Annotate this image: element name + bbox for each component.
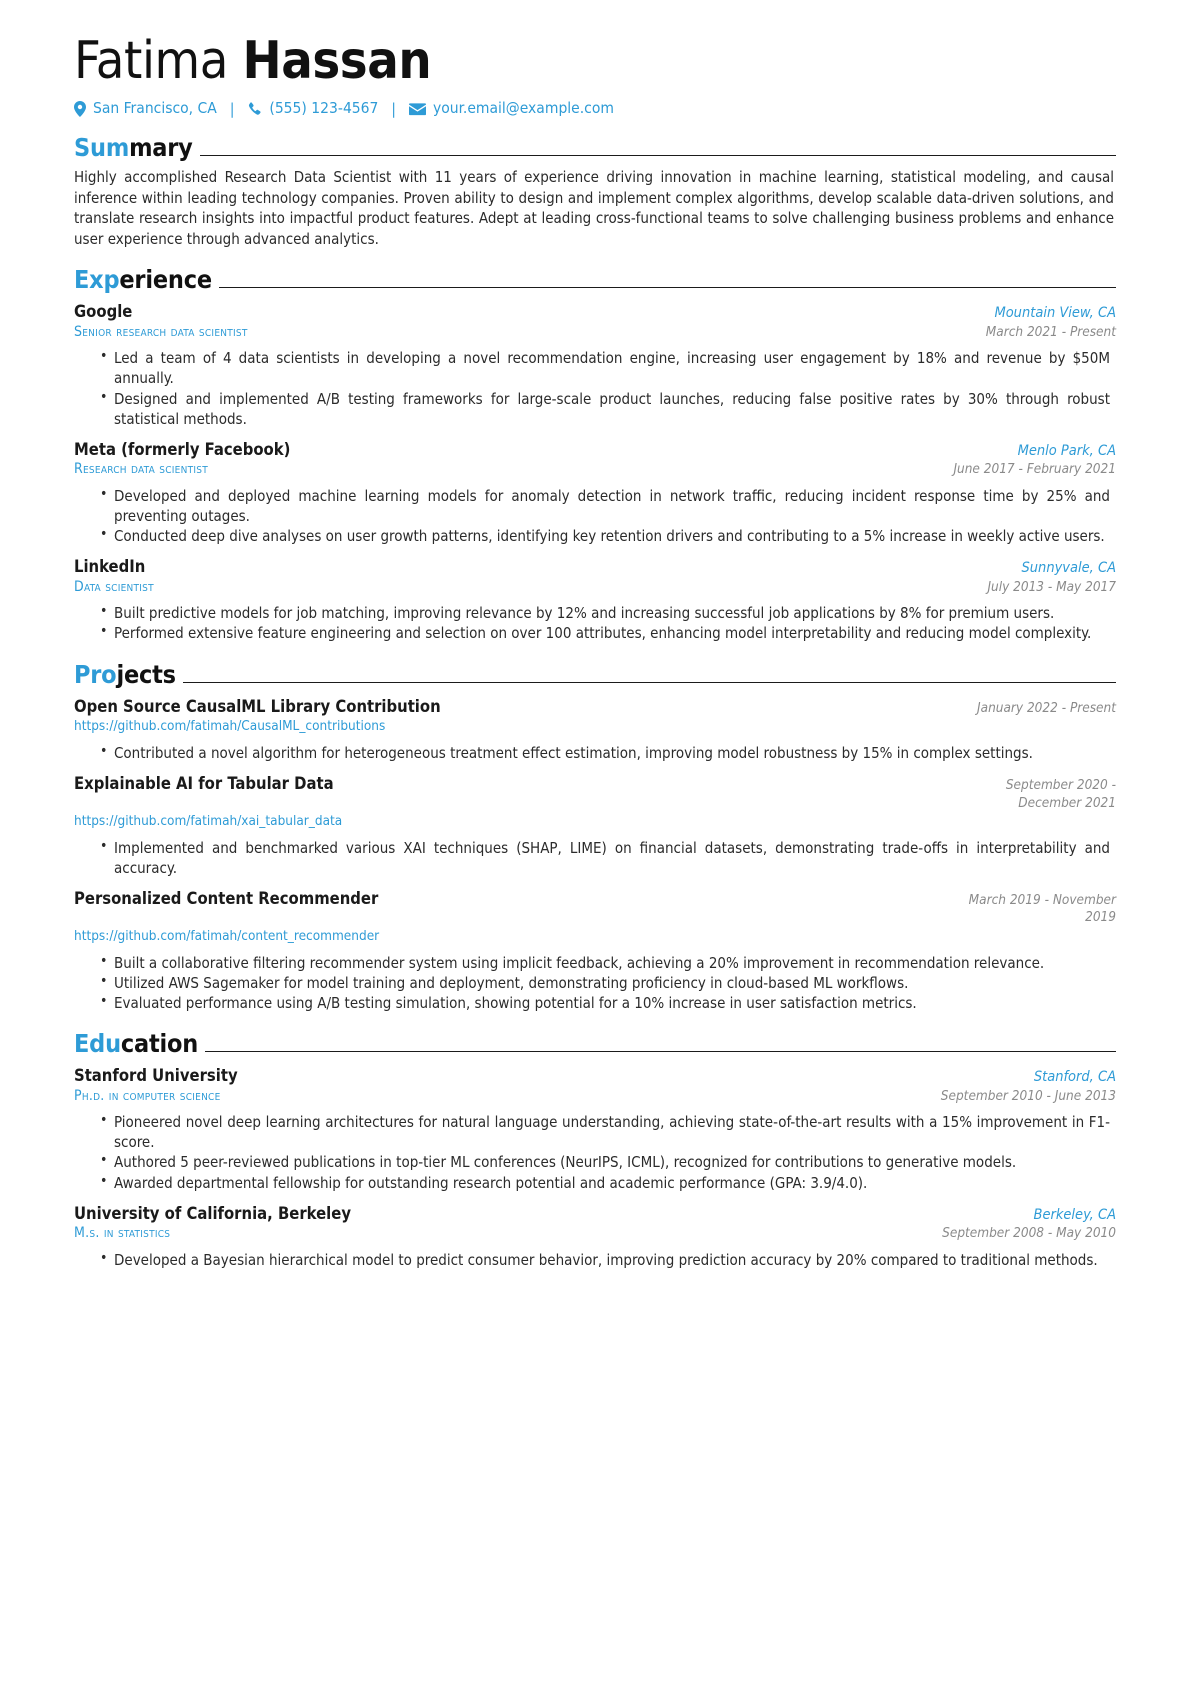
project-date: September 2020 - December 2021 xyxy=(1005,777,1116,811)
entry-header-row xyxy=(74,440,1116,461)
entry-organization: LinkedIn xyxy=(74,557,146,577)
experience-entries xyxy=(74,302,1116,643)
entry-role: Data scientist xyxy=(74,578,154,595)
resume-entry xyxy=(74,302,1116,429)
entry-date: September 2010 - June 2013 xyxy=(940,1087,1116,1104)
resume-entry xyxy=(74,1204,1116,1270)
entry-date: March 2021 - Present xyxy=(985,323,1116,340)
bullet-list xyxy=(74,486,1116,546)
project-header-row xyxy=(74,774,1116,812)
contact-line xyxy=(74,101,1116,117)
project-entry xyxy=(74,774,1116,878)
project-header-row xyxy=(74,697,1116,718)
section-education-title xyxy=(74,1028,199,1058)
entry-location: Mountain View, CA xyxy=(994,305,1116,322)
section-education xyxy=(74,1028,1116,1270)
section-title-rest: cation xyxy=(120,1028,199,1058)
entry-location: Sunnyvale, CA xyxy=(1021,560,1116,577)
section-rule xyxy=(183,682,1116,683)
project-url[interactable]: https://github.com/fatimah/xai_tabular_data xyxy=(74,813,343,830)
section-summary-title xyxy=(74,135,193,161)
entry-role: Research data scientist xyxy=(74,461,208,478)
contact-location-text: San Francisco, CA xyxy=(93,99,217,118)
bullet-item: • Evaluated performance using A/B testing simulation, showing potential for a 10% increase in user satisfaction metrics. xyxy=(100,993,1116,1013)
bullet-item: • Authored 5 peer-reviewed publications in top-tier ML conferences (NeurIPS, ICML), recognized for contributions to generative models. xyxy=(100,1152,1116,1172)
resume-entry xyxy=(74,557,1116,643)
entry-subheader-row xyxy=(74,579,1116,597)
entry-date: September 2008 - May 2010 xyxy=(942,1225,1116,1242)
section-title-accent: Pro xyxy=(74,659,117,689)
section-rule xyxy=(205,1051,1116,1052)
contact-separator-2: | xyxy=(391,99,396,118)
entry-header-row xyxy=(74,557,1116,578)
entry-subheader-row xyxy=(74,1225,1116,1243)
bullet-list xyxy=(74,953,1116,1013)
entry-location: Berkeley, CA xyxy=(1033,1206,1116,1223)
section-experience xyxy=(74,264,1116,644)
bullet-list xyxy=(74,1250,1116,1270)
summary-text: Highly accomplished Research Data Scientist with 11 years of experience driving innovation in machine learning, statistical modeling, and causal inference within leading technology companies. Proven ability to design and implement complex algorithms, develop scalable data-driven solutions, and translate research insights into impactful product features. Adept at leading cross-functional teams to solve challenging business problems and enhance user experience through advanced analytics. xyxy=(74,168,1114,248)
contact-email[interactable] xyxy=(409,101,614,117)
entry-location: Stanford, CA xyxy=(1033,1069,1116,1086)
resume-header xyxy=(74,31,1116,118)
bullet-item: • Developed a Bayesian hierarchical model to predict consumer behavior, improving prediction accuracy by 20% compared to traditional methods. xyxy=(100,1250,1116,1270)
project-date: March 2019 - November 2019 xyxy=(968,891,1116,926)
entry-header-row xyxy=(74,1066,1116,1087)
section-title-rest: jects xyxy=(116,659,176,689)
bullet-item: • Utilized AWS Sagemaker for model training and deployment, demonstrating proficiency in cloud-based ML workflows. xyxy=(100,973,1116,993)
project-entry xyxy=(74,889,1116,1013)
bullet-item: • Contributed a novel algorithm for heterogeneous treatment effect estimation, improving model robustness by 15% in complex settings. xyxy=(100,743,1116,763)
section-experience-title xyxy=(74,264,212,294)
project-url-row xyxy=(74,813,1116,831)
project-title: Explainable AI for Tabular Data xyxy=(74,774,334,794)
project-url[interactable]: https://github.com/fatimah/content_recommender xyxy=(74,927,380,944)
entry-organization: Stanford University xyxy=(74,1066,238,1086)
bullet-item: • Implemented and benchmarked various XAI techniques (SHAP, LIME) on financial datasets, demonstrating trade-offs in interpretability and accuracy. xyxy=(100,838,1116,878)
bullet-item: • Built predictive models for job matching, improving relevance by 12% and increasing successful job applications by 8% for premium users. xyxy=(100,603,1116,623)
project-url[interactable]: https://github.com/fatimah/CausalML_contributions xyxy=(74,718,386,735)
first-name: Fatima xyxy=(74,31,243,91)
bullet-item: • Pioneered novel deep learning architectures for natural language understanding, achieving state-of-the-art results with a 15% improvement in F1-score. xyxy=(100,1112,1116,1152)
entry-organization: University of California, Berkeley xyxy=(74,1203,352,1223)
project-header-row xyxy=(74,889,1116,927)
bullet-item: • Led a team of 4 data scientists in developing a novel recommendation engine, increasing user engagement by 18% and revenue by $50M annually. xyxy=(100,348,1116,388)
entry-role: Senior research data scientist xyxy=(74,323,248,340)
candidate-name xyxy=(74,31,1116,91)
contact-separator-1: | xyxy=(229,99,235,118)
contact-phone-text: (555) 123-4567 xyxy=(269,99,379,118)
section-experience-heading xyxy=(74,264,1116,294)
bullet-item: • Awarded departmental fellowship for outstanding research potential and academic performance (GPA: 3.9/4.0). xyxy=(100,1173,1116,1193)
entry-subheader-row xyxy=(74,324,1116,342)
entry-role: Ph.d. in computer science xyxy=(74,1087,221,1104)
entry-header-row xyxy=(74,302,1116,323)
contact-phone[interactable] xyxy=(247,101,378,117)
bullet-item: • Designed and implemented A/B testing frameworks for large-scale product launches, reducing false positive rates by 30% through robust statistical methods. xyxy=(100,389,1116,429)
bullet-list xyxy=(74,348,1116,428)
contact-location[interactable] xyxy=(74,101,217,117)
section-education-heading xyxy=(74,1028,1116,1058)
education-entries xyxy=(74,1066,1116,1270)
contact-email-text: your.email@example.com xyxy=(432,99,614,118)
phone-icon xyxy=(247,102,262,117)
entry-location: Menlo Park, CA xyxy=(1017,442,1116,459)
bullet-list xyxy=(74,603,1116,643)
project-url-row xyxy=(74,928,1116,946)
section-rule xyxy=(200,155,1116,156)
section-projects xyxy=(74,659,1116,1013)
section-title-accent: Exp xyxy=(74,264,120,294)
section-summary xyxy=(74,135,1116,249)
bullet-item: • Performed extensive feature engineering and selection on over 100 attributes, enhancing model interpretability and reducing model complexity. xyxy=(100,623,1116,643)
section-title-accent: Edu xyxy=(74,1028,121,1058)
project-entry xyxy=(74,697,1116,763)
bullet-item: • Built a collaborative filtering recommender system using implicit feedback, achieving a 20% improvement in recommendation relevance. xyxy=(100,953,1116,973)
section-title-rest: erience xyxy=(119,264,212,294)
project-date: January 2022 - Present xyxy=(977,699,1116,716)
project-title: Personalized Content Recommender xyxy=(74,888,379,908)
bullet-list xyxy=(74,743,1116,763)
entry-date: July 2013 - May 2017 xyxy=(987,578,1116,595)
bullet-list xyxy=(74,838,1116,878)
section-title-accent: Sum xyxy=(74,133,130,163)
envelope-icon xyxy=(409,103,426,116)
project-entries xyxy=(74,697,1116,1013)
resume-entry xyxy=(74,1066,1116,1193)
project-title: Open Source CausalML Library Contribution xyxy=(74,696,441,716)
entry-role: M.s. in statistics xyxy=(74,1225,171,1242)
entry-subheader-row xyxy=(74,1088,1116,1106)
entry-header-row xyxy=(74,1204,1116,1225)
bullet-item: • Conducted deep dive analyses on user growth patterns, identifying key retention drivers and contributing to a 5% increase in weekly active users. xyxy=(100,526,1116,546)
bullet-list xyxy=(74,1112,1116,1192)
entry-subheader-row xyxy=(74,461,1116,479)
resume-entry xyxy=(74,440,1116,546)
section-summary-heading xyxy=(74,135,1116,161)
project-url-row xyxy=(74,718,1116,736)
section-projects-title xyxy=(74,659,176,689)
entry-organization: Meta (formerly Facebook) xyxy=(74,439,291,459)
entry-date: June 2017 - February 2021 xyxy=(953,461,1116,478)
section-rule xyxy=(219,287,1116,288)
map-pin-icon xyxy=(74,101,86,117)
last-name: Hassan xyxy=(242,31,432,91)
section-projects-heading xyxy=(74,659,1116,689)
section-title-rest: mary xyxy=(129,133,193,163)
entry-organization: Google xyxy=(74,302,133,322)
bullet-item: • Developed and deployed machine learning models for anomaly detection in network traffic, reducing incident response time by 25% and preventing outages. xyxy=(100,486,1116,526)
